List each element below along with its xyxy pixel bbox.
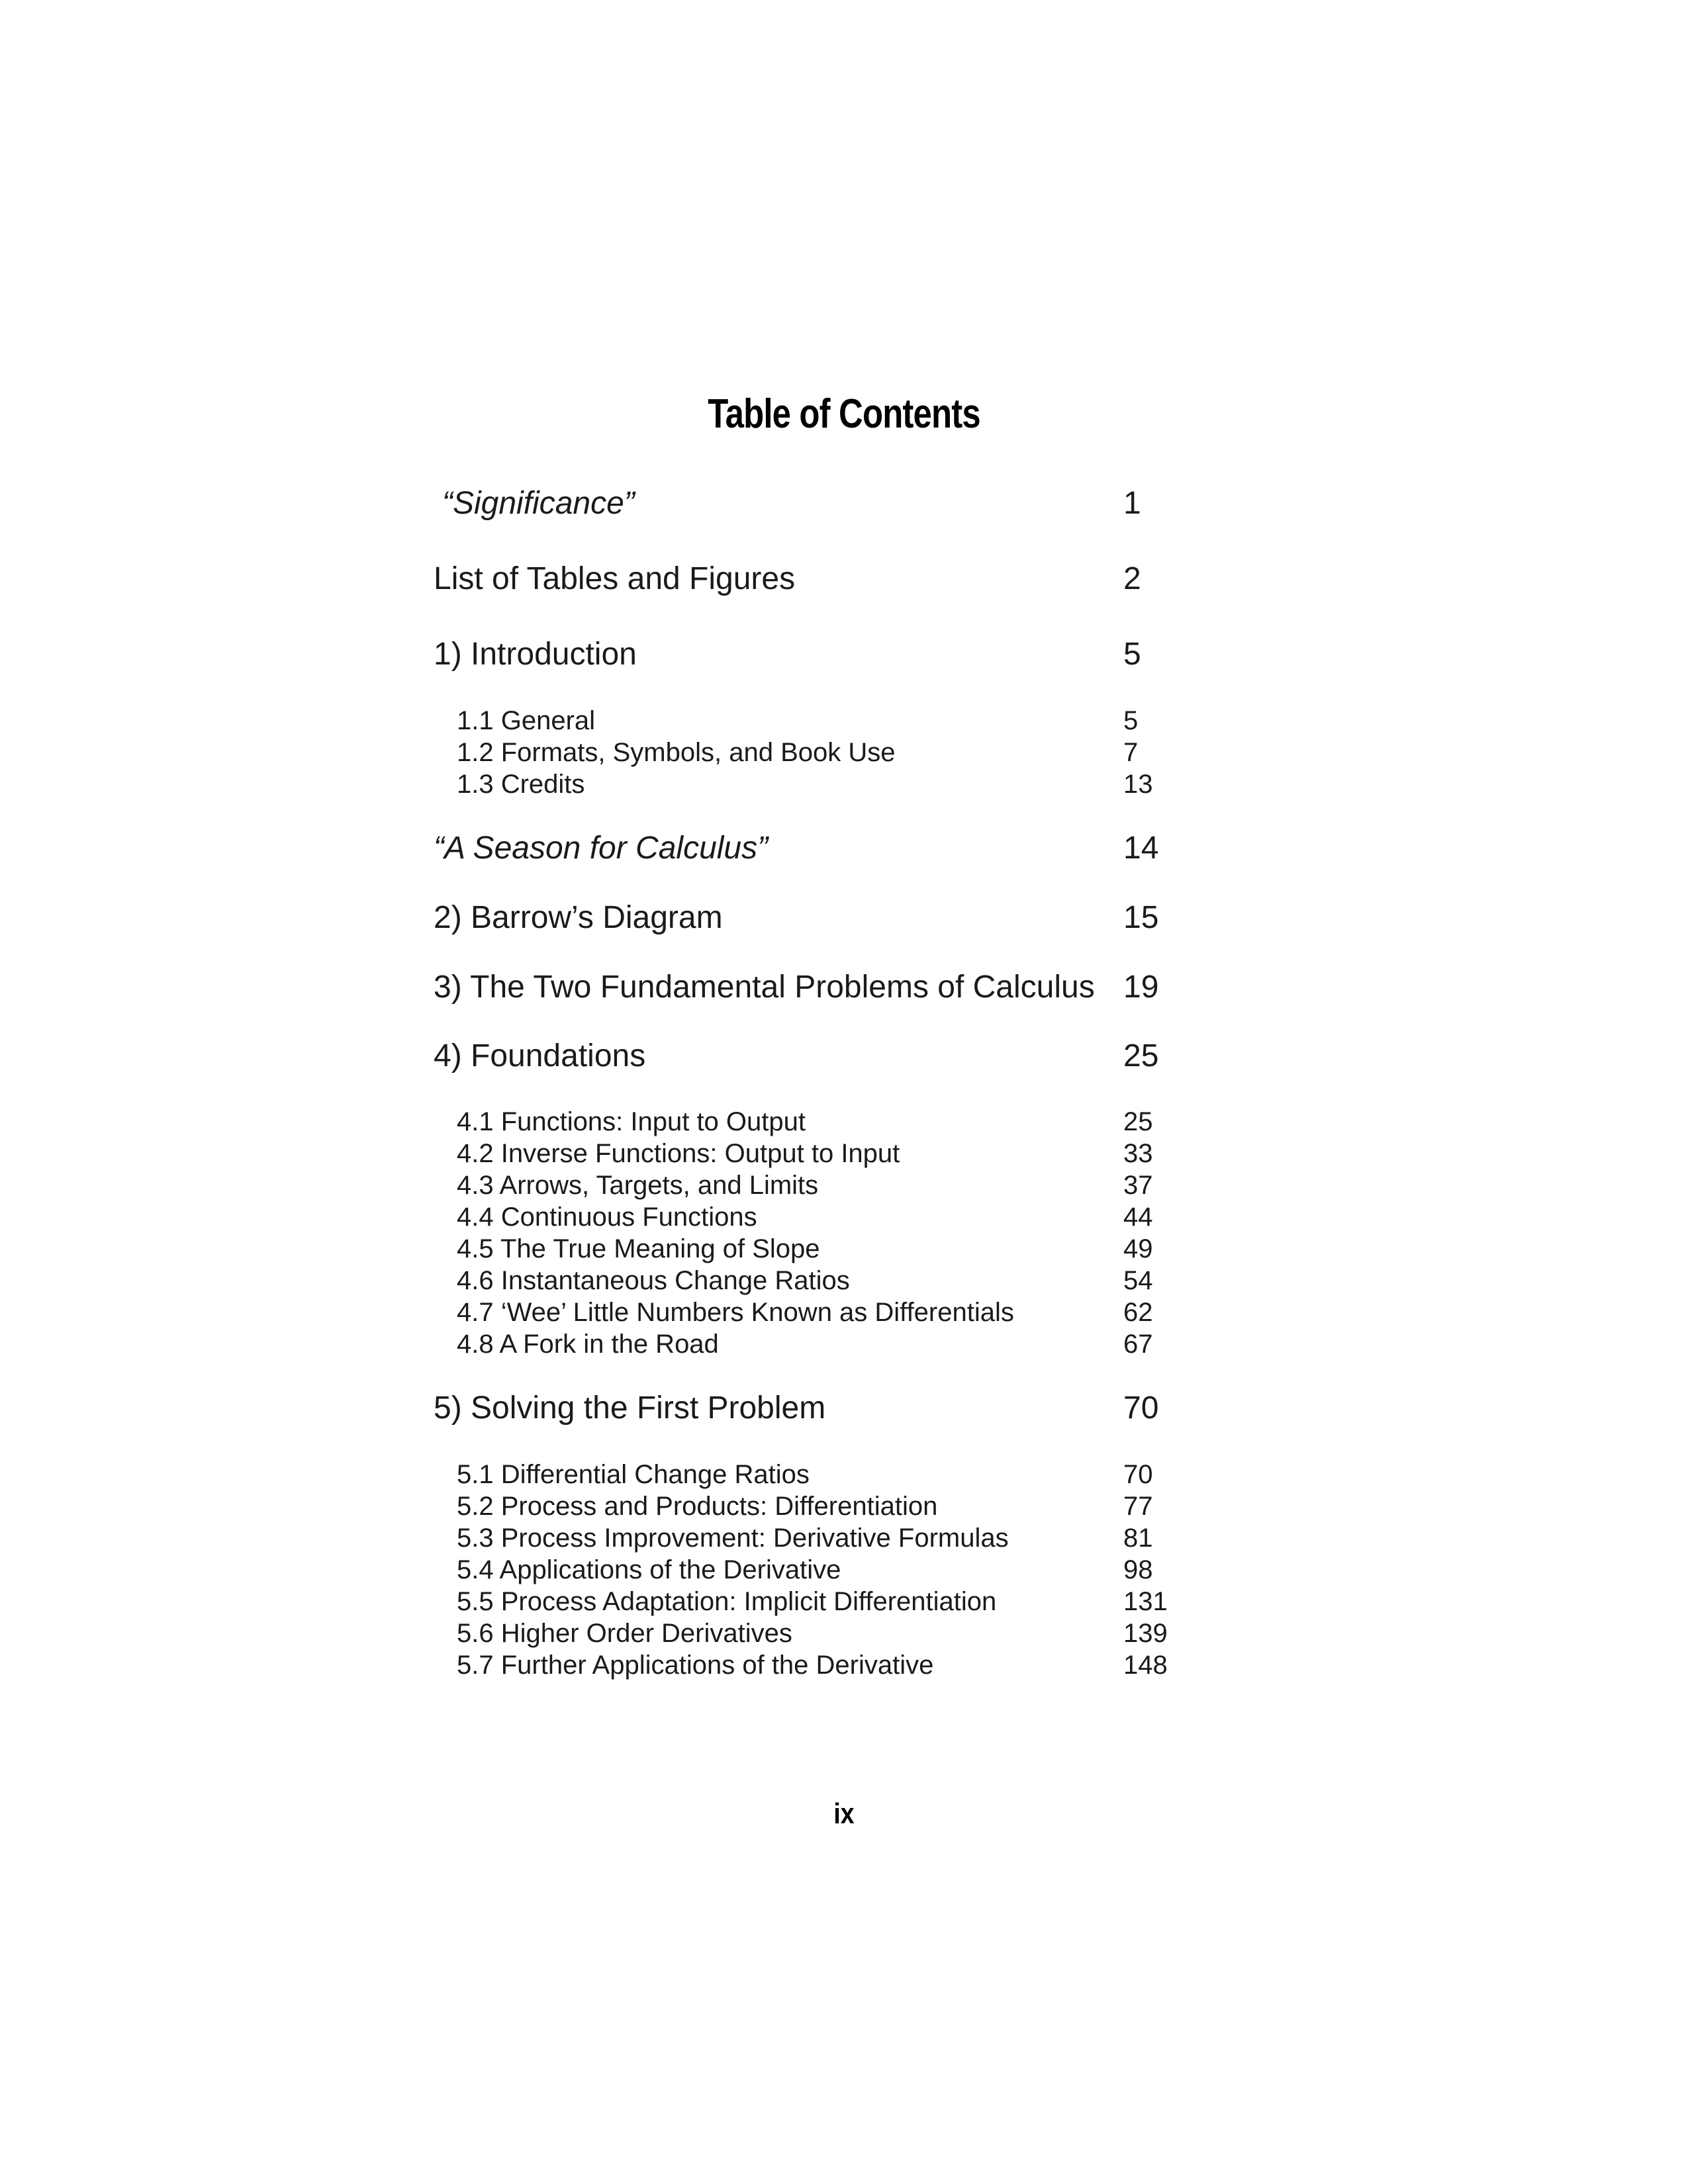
toc-entry-label: 4) Foundations <box>434 1038 646 1073</box>
toc-section-4-8 <box>0 1328 1688 1360</box>
toc-section-1-1 <box>0 705 1688 737</box>
toc-entry-page: 139 <box>1123 1619 1168 1648</box>
toc-entry-label: 5.5 Process Adaptation: Implicit Differentiation <box>457 1587 997 1616</box>
toc-section-5-5 <box>0 1586 1688 1617</box>
toc-entry-page: 1 <box>1123 486 1141 521</box>
toc-entry-label: 1) Introduction <box>434 637 637 672</box>
toc-entry-significance <box>0 485 1688 522</box>
toc-entry-label: 5.4 Applications of the Derivative <box>457 1555 841 1584</box>
toc-chapter-3 <box>0 969 1688 1006</box>
toc-entry-page: 70 <box>1123 1460 1153 1489</box>
page-title: Table of Contents <box>708 391 980 437</box>
toc-entry-page: 148 <box>1123 1651 1168 1680</box>
toc-section-5-1 <box>0 1459 1688 1490</box>
toc-section-4-4 <box>0 1201 1688 1233</box>
toc-section-4-6 <box>0 1265 1688 1297</box>
toc-entry-label: 2) Barrow’s Diagram <box>434 900 723 935</box>
toc-entry-label: 4.8 A Fork in the Road <box>457 1330 719 1359</box>
toc-entry-label: 4.6 Instantaneous Change Ratios <box>457 1266 850 1295</box>
toc-entry-label: List of Tables and Figures <box>434 561 796 596</box>
toc-entry-label: 4.1 Functions: Input to Output <box>457 1107 806 1136</box>
toc-section-1-2 <box>0 737 1688 768</box>
toc-entry-label: 1.1 General <box>457 706 596 735</box>
toc-section-4-1 <box>0 1106 1688 1138</box>
toc-entry-page: 70 <box>1123 1390 1159 1426</box>
toc-entry-page: 5 <box>1123 637 1141 672</box>
toc-chapter-5 <box>0 1390 1688 1427</box>
toc-entry-page: 13 <box>1123 770 1153 799</box>
toc-entry-label: 4.3 Arrows, Targets, and Limits <box>457 1171 819 1200</box>
toc-section-1-3 <box>0 768 1688 800</box>
toc-entry-label: 4.2 Inverse Functions: Output to Input <box>457 1139 900 1168</box>
toc-entry-a-season-for-calculus <box>0 830 1688 867</box>
toc-section-5-3 <box>0 1522 1688 1554</box>
toc-entry-label: 5.1 Differential Change Ratios <box>457 1460 810 1489</box>
toc-entry-label: 5.2 Process and Products: Differentiation <box>457 1492 938 1521</box>
toc-section-5-4 <box>0 1554 1688 1586</box>
toc-entry-page: 62 <box>1123 1298 1153 1327</box>
toc-entry-label: 1.3 Credits <box>457 770 585 799</box>
toc-entry-page: 33 <box>1123 1139 1153 1168</box>
toc-section-5-2 <box>0 1490 1688 1522</box>
toc-section-4-5 <box>0 1233 1688 1265</box>
toc-chapter-4 <box>0 1038 1688 1075</box>
toc-entry-label: 4.4 Continuous Functions <box>457 1203 757 1232</box>
toc-entry-label: 5.3 Process Improvement: Derivative Formulas <box>457 1524 1009 1553</box>
toc-entry-page: 25 <box>1123 1038 1159 1073</box>
toc-section-4-2 <box>0 1138 1688 1169</box>
toc-entry-page: 54 <box>1123 1266 1153 1295</box>
toc-entry-page: 5 <box>1123 706 1139 735</box>
toc-entry-label: “Significance” <box>442 486 635 521</box>
toc-entry-label: 5.6 Higher Order Derivatives <box>457 1619 792 1648</box>
toc-section-4-3 <box>0 1169 1688 1201</box>
page-number: ix <box>833 1797 855 1830</box>
toc-entry-page: 7 <box>1123 738 1139 767</box>
toc-entry-page: 14 <box>1123 831 1159 866</box>
toc-entry-page: 2 <box>1123 561 1141 596</box>
toc-section-4-7 <box>0 1297 1688 1328</box>
toc-entry-label: 5) Solving the First Problem <box>434 1390 826 1426</box>
toc-entry-list-of-tables <box>0 561 1688 598</box>
toc-entry-label: “A Season for Calculus” <box>434 831 769 866</box>
toc-entry-label: 3) The Two Fundamental Problems of Calculus <box>434 970 1095 1005</box>
toc-entry-label: 4.5 The True Meaning of Slope <box>457 1234 820 1263</box>
toc-section-5-6 <box>0 1617 1688 1649</box>
toc-entry-page: 131 <box>1123 1587 1168 1616</box>
toc-chapter-1 <box>0 636 1688 673</box>
toc-entry-page: 81 <box>1123 1524 1153 1553</box>
toc-entry-label: 4.7 ‘Wee’ Little Numbers Known as Differentials <box>457 1298 1014 1327</box>
toc-entry-page: 37 <box>1123 1171 1153 1200</box>
toc-entry-page: 77 <box>1123 1492 1153 1521</box>
toc-entry-label: 5.7 Further Applications of the Derivative <box>457 1651 934 1680</box>
toc-entry-page: 15 <box>1123 900 1159 935</box>
toc-entry-page: 19 <box>1123 970 1159 1005</box>
toc-entry-page: 49 <box>1123 1234 1153 1263</box>
toc-entry-page: 67 <box>1123 1330 1153 1359</box>
toc-entry-page: 25 <box>1123 1107 1153 1136</box>
toc-entry-label: 1.2 Formats, Symbols, and Book Use <box>457 738 896 767</box>
toc-chapter-2 <box>0 899 1688 936</box>
toc-section-5-7 <box>0 1649 1688 1681</box>
toc-entry-page: 98 <box>1123 1555 1153 1584</box>
toc-entry-page: 44 <box>1123 1203 1153 1232</box>
